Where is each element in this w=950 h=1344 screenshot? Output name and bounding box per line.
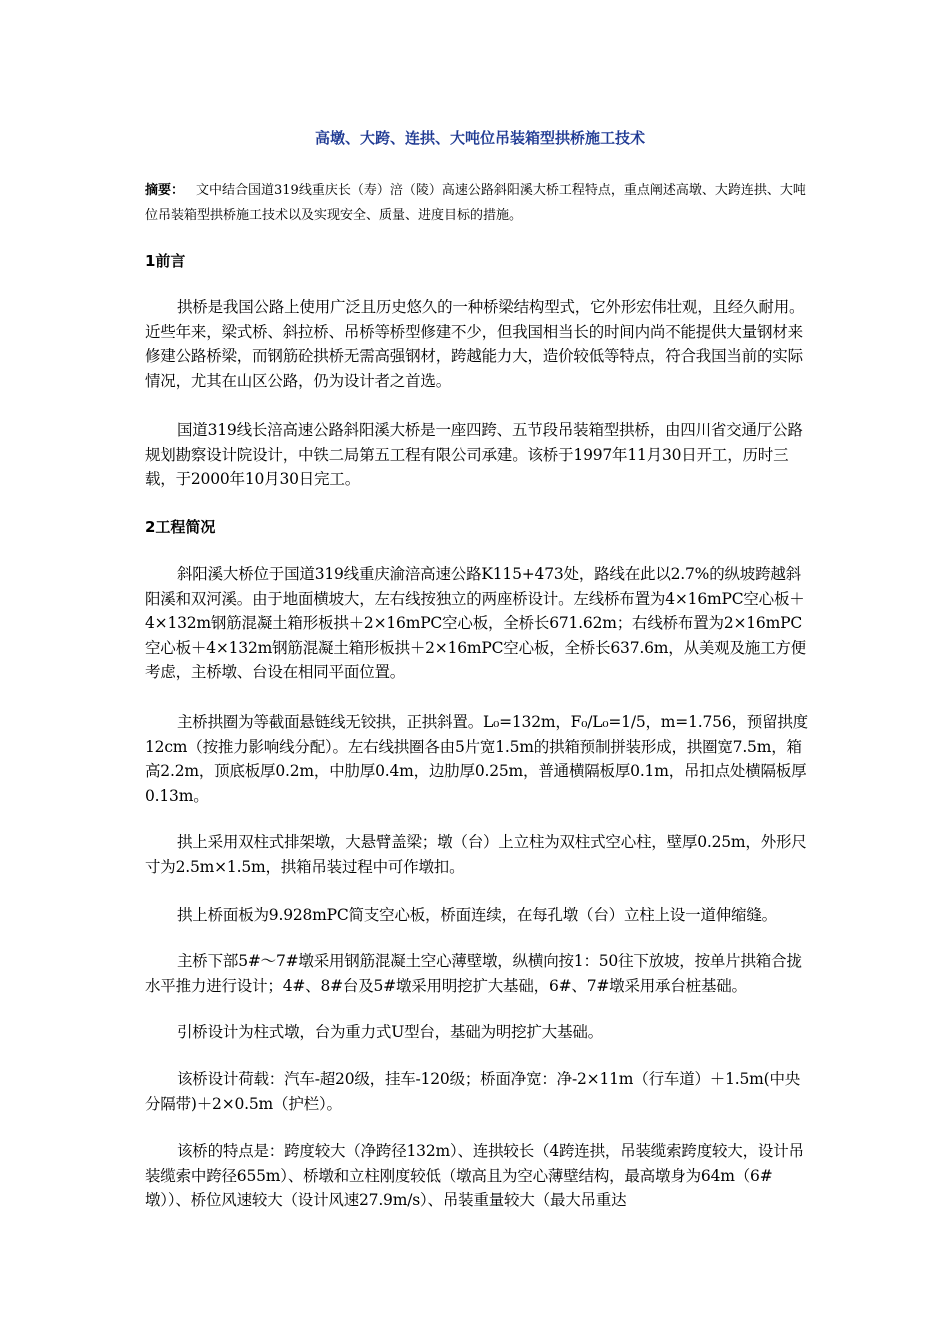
paragraph: 主桥下部5#～7#墩采用钢筋混凝土空心薄壁墩，纵横向按1：50往下放坡，按单片拱箱合拢水平推力进行设计；4#、8#台及5#墩采用明挖扩大基础，6#、7#墩采用承台桩基础。 xyxy=(145,952,802,995)
abstract-text: 文中结合国道319线重庆长（寿）涪（陵）高速公路斜阳溪大桥工程特点，重点阐述高墩、大跨连拱、大吨位吊装箱型拱桥施工技术以及实现安全、质量、进度目标的措施。 xyxy=(145,183,806,223)
section-heading-intro: 1前言 xyxy=(145,252,186,270)
section-heading-overview: 2工程简况 xyxy=(145,518,216,536)
paragraph: 拱上桥面板为9.928mPC简支空心板，桥面连续，在每孔墩（台）立柱上设一道伸缩缝。 xyxy=(177,906,777,924)
paragraph: 斜阳溪大桥位于国道319线重庆渝涪高速公路K115+473处，路线在此以2.7%的纵坡跨越斜阳溪和双河溪。由于地面横坡大，左右线按独立的两座桥设计。左线桥布置为4×16mPC空心板＋4×132m钢筋混凝土箱形板拱＋2×16mPC空心板，全桥长671.62m；右线桥布置为2×16mPC空心板＋4×132m钢筋混凝土箱形板拱＋2×16mPC空心板，全桥长637.6m，从美观及施工方便考虑，主桥墩、台设在相同平面位置。 xyxy=(145,565,806,681)
paragraph: 拱桥是我国公路上使用广泛且历史悠久的一种桥梁结构型式，它外形宏伟壮观，且经久耐用。近些年来，梁式桥、斜拉桥、吊桥等桥型修建不少，但我国相当长的时间内尚不能提供大量钢材来修建公路桥梁，而钢筋砼拱桥无需高强钢材，跨越能力大，造价较低等特点，符合我国当前的实际情况，尤其在山区公路，仍为设计者之首选。 xyxy=(145,298,805,390)
document-title: 高墩、大跨、连拱、大吨位吊装箱型拱桥施工技术 xyxy=(314,129,645,147)
abstract xyxy=(145,178,815,228)
paragraph: 主桥拱圈为等截面悬链线无铰拱，正拱斜置。L₀=132m，F₀/L₀=1/5，m=1.756，预留拱度12cm（按推力影响线分配）。左右线拱圈各由5片宽1.5m的拱箱预制拼装形成，拱圈宽7.5m，箱高2.2m，顶底板厚0.2m，中肋厚0.4m，边肋厚0.25m，普通横隔板厚0.1m，吊扣点处横隔板厚0.13m。 xyxy=(145,713,808,805)
abstract-label: 摘要： xyxy=(145,183,185,198)
paragraph: 该桥的特点是：跨度较大（净跨径132m）、连拱较长（4跨连拱，吊装缆索跨度较大，设计吊装缆索中跨径655m）、桥墩和立柱刚度较低（墩高且为空心薄壁结构，最高墩身为64m（6#墩））、桥位风速较大（设计风速27.9m/s）、吊装重量较大（最大吊重达 xyxy=(145,1142,804,1209)
paragraph: 引桥设计为柱式墩，台为重力式U型台，基础为明挖扩大基础。 xyxy=(177,1023,603,1041)
paragraph: 国道319线长涪高速公路斜阳溪大桥是一座四跨、五节段吊装箱型拱桥，由四川省交通厅公路规划勘察设计院设计，中铁二局第五工程有限公司承建。该桥于1997年11月30日开工，历时三载，于2000年10月30日完工。 xyxy=(145,421,803,488)
paragraph: 该桥设计荷载：汽车-超20级，挂车-120级；桥面净宽：净-2×11m（行车道）＋1.5m(中央分隔带)＋2×0.5m（护栏）。 xyxy=(145,1070,801,1113)
paragraph: 拱上采用双柱式排架墩，大悬臂盖梁；墩（台）上立柱为双柱式空心柱，壁厚0.25m，外形尺寸为2.5m×1.5m，拱箱吊装过程中可作墩扣。 xyxy=(145,833,807,876)
